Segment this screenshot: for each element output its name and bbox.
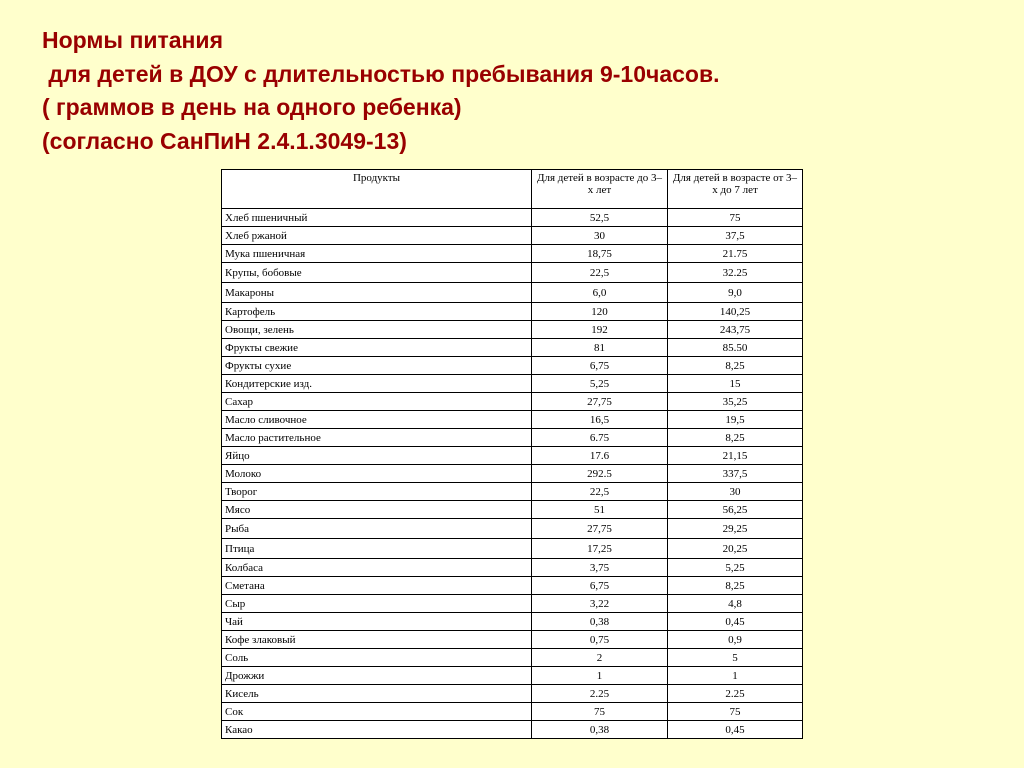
table-row [222, 595, 803, 613]
table-row [222, 227, 803, 245]
product-name: Кондитерские изд. [222, 375, 532, 393]
table-row [222, 703, 803, 721]
value-under-3: 2 [532, 649, 668, 667]
product-name: Фрукты свежие [222, 339, 532, 357]
product-name: Творог [222, 483, 532, 501]
value-3-to-7: 37,5 [668, 227, 803, 245]
value-under-3: 52,5 [532, 209, 668, 227]
value-3-to-7: 337,5 [668, 465, 803, 483]
value-under-3: 30 [532, 227, 668, 245]
title-line-1: Нормы питания [42, 27, 223, 53]
value-3-to-7: 20,25 [668, 539, 803, 559]
value-under-3: 292.5 [532, 465, 668, 483]
table-row [222, 465, 803, 483]
value-under-3: 6,75 [532, 357, 668, 375]
title-line-3: ( граммов в день на одного ребенка) [42, 94, 462, 120]
value-under-3: 6,0 [532, 283, 668, 303]
product-name: Мука пшеничная [222, 245, 532, 263]
table-row [222, 429, 803, 447]
page-title [42, 24, 720, 158]
table-row [222, 519, 803, 539]
table-row [222, 631, 803, 649]
table-row [222, 393, 803, 411]
value-3-to-7: 75 [668, 209, 803, 227]
value-3-to-7: 8,25 [668, 577, 803, 595]
header-age-under-3: Для детей в возрасте до 3–х лет [532, 170, 668, 209]
value-3-to-7: 0,45 [668, 721, 803, 739]
value-under-3: 18,75 [532, 245, 668, 263]
value-3-to-7: 21.75 [668, 245, 803, 263]
product-name: Хлеб ржаной [222, 227, 532, 245]
product-name: Колбаса [222, 559, 532, 577]
table-row [222, 303, 803, 321]
table-row [222, 483, 803, 501]
product-name: Кисель [222, 685, 532, 703]
table-body [222, 209, 803, 739]
product-name: Макароны [222, 283, 532, 303]
value-under-3: 5,25 [532, 375, 668, 393]
product-name: Крупы, бобовые [222, 263, 532, 283]
value-3-to-7: 5 [668, 649, 803, 667]
product-name: Масло растительное [222, 429, 532, 447]
value-under-3: 0,75 [532, 631, 668, 649]
product-name: Яйцо [222, 447, 532, 465]
product-name: Соль [222, 649, 532, 667]
table-row [222, 263, 803, 283]
value-under-3: 120 [532, 303, 668, 321]
value-under-3: 192 [532, 321, 668, 339]
product-name: Масло сливочное [222, 411, 532, 429]
product-name: Птица [222, 539, 532, 559]
table-row [222, 501, 803, 519]
value-3-to-7: 56,25 [668, 501, 803, 519]
nutrition-table [221, 169, 803, 739]
header-products: Продукты [222, 170, 532, 209]
value-3-to-7: 21,15 [668, 447, 803, 465]
product-name: Сыр [222, 595, 532, 613]
title-line-4: (согласно СанПиН 2.4.1.3049-13) [42, 127, 407, 154]
value-3-to-7: 30 [668, 483, 803, 501]
value-under-3: 22,5 [532, 263, 668, 283]
table-row [222, 667, 803, 685]
value-3-to-7: 32.25 [668, 263, 803, 283]
table-header-row [222, 170, 803, 209]
value-3-to-7: 4,8 [668, 595, 803, 613]
product-name: Овощи, зелень [222, 321, 532, 339]
value-under-3: 27,75 [532, 393, 668, 411]
value-under-3: 16,5 [532, 411, 668, 429]
product-name: Хлеб пшеничный [222, 209, 532, 227]
value-under-3: 17,25 [532, 539, 668, 559]
product-name: Дрожжи [222, 667, 532, 685]
value-3-to-7: 9,0 [668, 283, 803, 303]
value-under-3: 3,75 [532, 559, 668, 577]
table-row [222, 375, 803, 393]
table-row [222, 357, 803, 375]
table-row [222, 539, 803, 559]
product-name: Сок [222, 703, 532, 721]
value-3-to-7: 75 [668, 703, 803, 721]
product-name: Молоко [222, 465, 532, 483]
product-name: Чай [222, 613, 532, 631]
value-3-to-7: 243,75 [668, 321, 803, 339]
table-row [222, 339, 803, 357]
value-3-to-7: 5,25 [668, 559, 803, 577]
value-under-3: 1 [532, 667, 668, 685]
value-3-to-7: 8,25 [668, 357, 803, 375]
value-3-to-7: 19,5 [668, 411, 803, 429]
table-row [222, 721, 803, 739]
value-under-3: 0,38 [532, 613, 668, 631]
value-under-3: 17.6 [532, 447, 668, 465]
value-under-3: 6.75 [532, 429, 668, 447]
header-age-3-to-7: Для детей в возрасте от 3–х до 7 лет [668, 170, 803, 209]
product-name: Рыба [222, 519, 532, 539]
table-row [222, 411, 803, 429]
value-3-to-7: 140,25 [668, 303, 803, 321]
table-row [222, 321, 803, 339]
value-3-to-7: 29,25 [668, 519, 803, 539]
table-row [222, 559, 803, 577]
title-line-2: для детей в ДОУ с длительностью пребывания 9-10часов. [42, 60, 720, 87]
table-row [222, 447, 803, 465]
value-under-3: 81 [532, 339, 668, 357]
value-under-3: 3,22 [532, 595, 668, 613]
value-under-3: 2.25 [532, 685, 668, 703]
table-row [222, 209, 803, 227]
product-name: Кофе злаковый [222, 631, 532, 649]
value-3-to-7: 1 [668, 667, 803, 685]
product-name: Фрукты сухие [222, 357, 532, 375]
table-row [222, 283, 803, 303]
table-row [222, 577, 803, 595]
value-3-to-7: 2.25 [668, 685, 803, 703]
value-under-3: 0,38 [532, 721, 668, 739]
value-under-3: 75 [532, 703, 668, 721]
value-under-3: 51 [532, 501, 668, 519]
value-3-to-7: 8,25 [668, 429, 803, 447]
product-name: Какао [222, 721, 532, 739]
table-row [222, 613, 803, 631]
product-name: Картофель [222, 303, 532, 321]
value-under-3: 22,5 [532, 483, 668, 501]
value-under-3: 6,75 [532, 577, 668, 595]
value-3-to-7: 15 [668, 375, 803, 393]
value-3-to-7: 85.50 [668, 339, 803, 357]
value-3-to-7: 35,25 [668, 393, 803, 411]
product-name: Сахар [222, 393, 532, 411]
value-3-to-7: 0,45 [668, 613, 803, 631]
product-name: Мясо [222, 501, 532, 519]
product-name: Сметана [222, 577, 532, 595]
table-row [222, 245, 803, 263]
value-3-to-7: 0,9 [668, 631, 803, 649]
table-row [222, 649, 803, 667]
value-under-3: 27,75 [532, 519, 668, 539]
table-row [222, 685, 803, 703]
